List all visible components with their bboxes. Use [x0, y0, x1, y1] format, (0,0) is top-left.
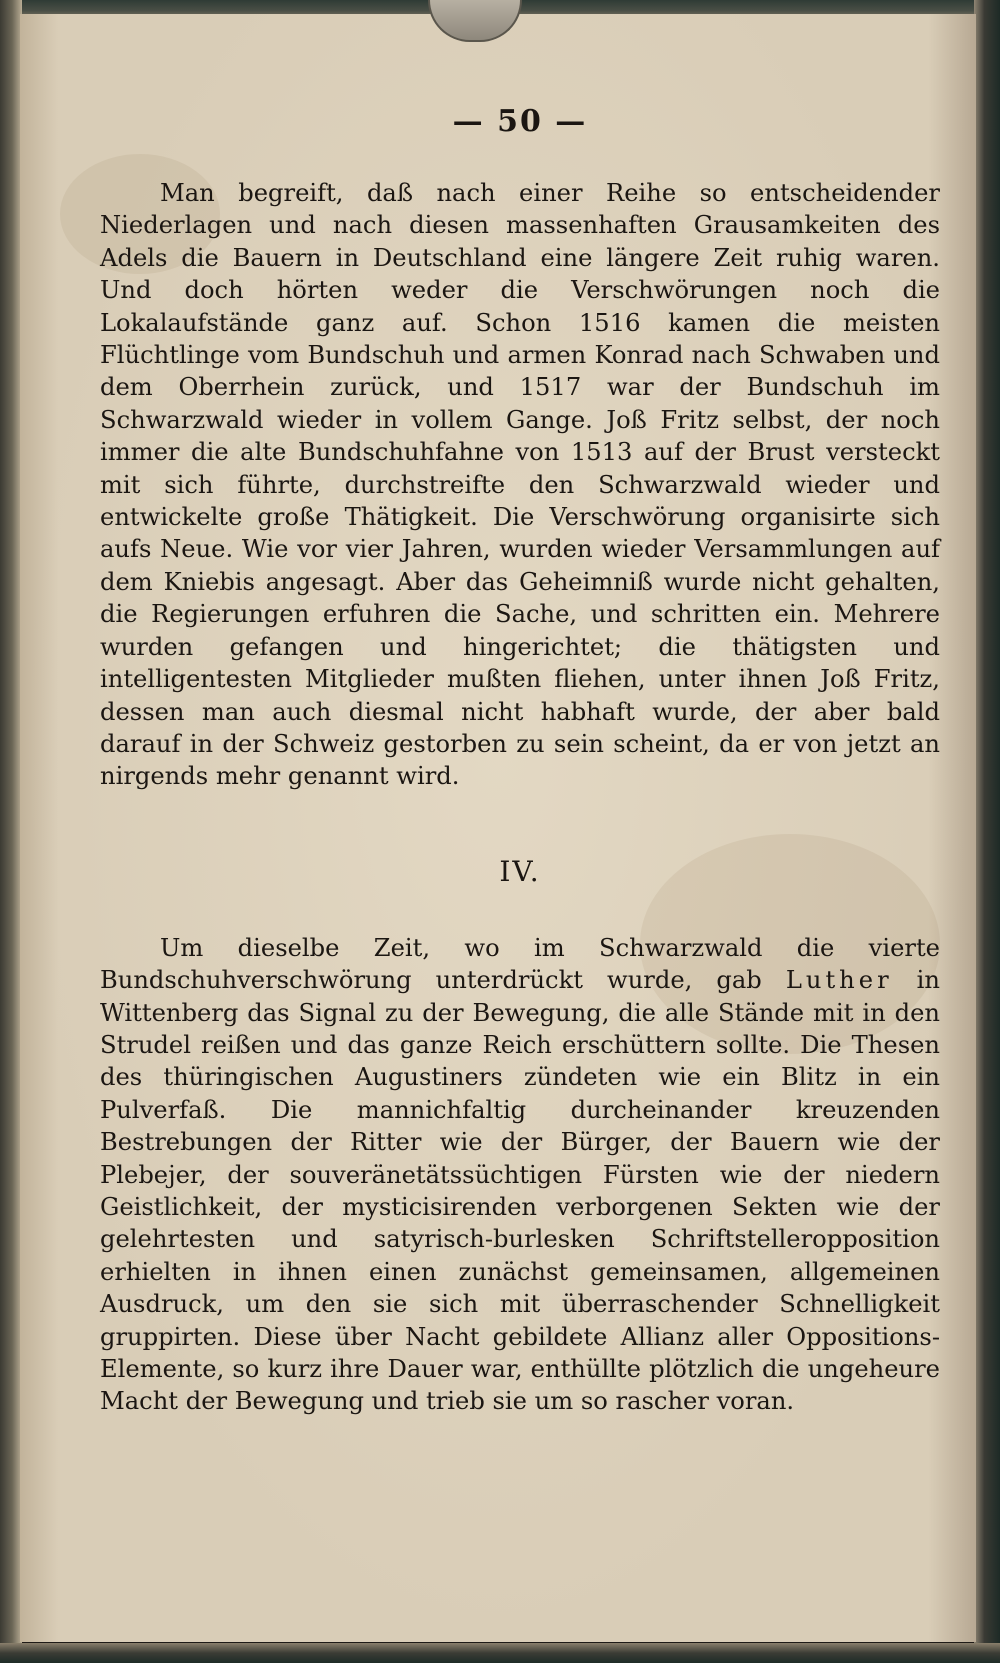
book-cover-edge — [974, 0, 1000, 1663]
book-page — [20, 14, 976, 1642]
book-spine — [0, 0, 22, 1663]
section-heading: IV. — [499, 854, 541, 888]
book-bottom-edge — [0, 1643, 1000, 1663]
paragraph-2-rest: in Wittenberg das Signal zu der Bewegung, die alle Stände mit in den Strudel reißen und das ganze Reich erschüttern sollte. Die Thesen des thüringischen Augustiners zündeten wie ein Blitz in ein Pulverfaß. Die mannichfaltig durcheinander kreuzenden Bestrebungen der Ritter wie der Bürger, der Bauern wie der Plebejer, der souveränetätssüchtigen Fürsten wie der niedern Geistlichkeit, der mysticisirenden verborgenen Sekten wie der gelehrtesten und satyrisch-burlesken Schriftstelleropposition erhielten in ihnen einen zunächst gemeinsamen, allgemeinen Ausdruck, um den sie sich mit überraschender Schnelligkeit gruppirten. Diese über Nacht gebildete Allianz aller Oppositions-Elemente, so kurz ihre Dauer war, enthüllte plötzlich die ungeheure Macht der Bewegung und trieb sie um so rascher voran. — [100, 966, 940, 1416]
paragraph-1: Man begreift, daß nach einer Reihe so entscheidender Niederlagen und nach diesen massenhaften Grausamkeiten des Adels die Bauern in Deutschland eine längere Zeit ruhig waren. Und doch hörten weder die Verschwörungen noch die Lokalaufstände ganz auf. Schon 1516 kamen die meisten Flüchtlinge vom Bundschuh und armen Konrad nach Schwaben und dem Oberrhein zurück, und 1517 war der Bundschuh im Schwarzwald wieder in vollem Gange. Joß Fritz selbst, der noch immer die alte Bundschuhfahne von 1513 auf der Brust versteckt mit sich führte, durchstreifte den Schwarzwald wieder und entwickelte große Thätigkeit. Die Verschwörung organisirte sich aufs Neue. Wie vor vier Jahren, wurden wieder Versammlungen auf dem Kniebis angesagt. Aber das Geheimniß wurde nicht gehalten, die Regierungen erfuhren die Sache, und schritten ein. Mehrere wurden gefangen und hingerichtet; die thätigsten und intelligentesten Mitglieder mußten fliehen, unter ihnen Joß Fritz, dessen man auch diesmal nicht habhaft wurde, der aber bald darauf in der Schweiz gestorben zu sein scheint, da er von jetzt an nirgends mehr genannt wird. — [100, 179, 940, 791]
paragraph-2 — [100, 932, 940, 1418]
page-content — [100, 104, 940, 1418]
paragraph-2-start: Um dieselbe Zeit, wo im Schwarzwald die vierte Bundschuhverschwörung unterdrückt wurde, gab — [100, 933, 940, 995]
luther-name: Luther — [785, 966, 893, 995]
page-number: — 50 — — [452, 104, 588, 139]
